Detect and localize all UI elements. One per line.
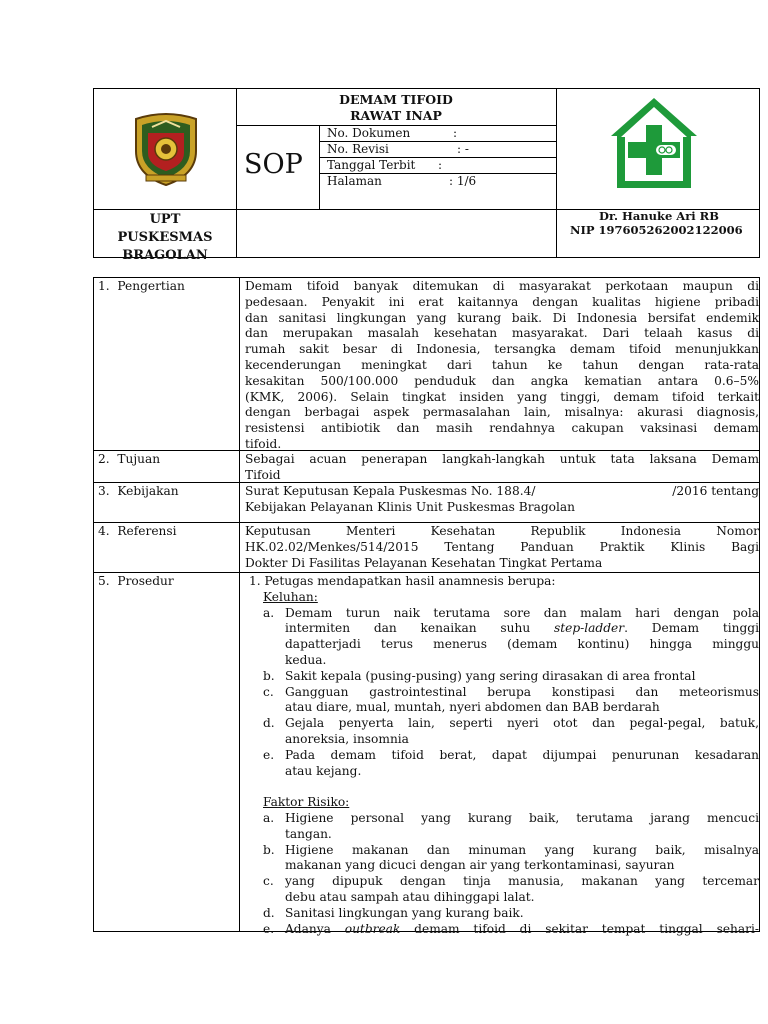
prosedur-text — [245, 574, 759, 937]
signer-name: Dr. Hanuke Ari RB — [599, 209, 719, 223]
field-no-revisi: No. Revisi : - — [327, 142, 469, 156]
field-no-dokumen: No. Dokumen : — [327, 126, 458, 140]
label-pengertian: 1. Pengertian — [98, 279, 185, 293]
prosedur-step-1: 1. Petugas mendapatkan hasil anamnesis berupa: — [249, 574, 556, 588]
list-item: e. Pada demam tifoid berat, dapat dijumpai penurunan kesadaran atau kejang. — [263, 747, 759, 778]
list-item: c. Gangguan gastrointestinal berupa konstipasi dan meteorismus atau diare, mual, muntah, nyeri abdomen dan BAB berdarah — [263, 684, 759, 715]
list-item: b. Sakit kepala (pusing-pusing) yang sering dirasakan di area frontal — [263, 668, 696, 683]
list-item: c. yang dipupuk dengan tinja manusia, makanan yang tercemar debu atau sampah atau dihinggapi lalat. — [263, 874, 759, 904]
org-name-line2: PUSKESMAS — [117, 230, 213, 245]
field-halaman: Halaman : 1/6 — [327, 174, 477, 188]
pengertian-text: Demam tifoid banyak ditemukan di masyarakat perkotaan maupun di pedesaan. Penyakit ini erat kaitannya dengan kualitas higiene pribadi dan sanitasi lingkungan yang kurang baik. Di Indonesia bersifat endemik dan merupakan masalah kesehatan masyarakat. Dari telaah kasus di rumah sakit besar di Indonesia, tersangka demam tifoid menunjukkan kecenderungan meningkat dari tahun ke tahun dengan rata-rata kesakitan 500/100.000 penduduk dan angka kematian antara 0.6–5% (KMK, 2006). Selain tingkat insiden yang tinggi, demam tifoid terkait dengan berbagai aspek permasalahan lain, misalnya: akurasi diagnosis, resistensi antibiotik dan masih rendahnya cakupan vaksinasi demam tifoid. — [245, 279, 759, 451]
sop-content-table — [93, 277, 760, 936]
sop-header-table — [93, 88, 760, 263]
keluhan-heading: Keluhan: — [263, 589, 318, 604]
field-tanggal-terbit: Tanggal Terbit : — [327, 158, 443, 172]
signer-nip: NIP 197605262002122006 — [570, 223, 743, 237]
list-item: d. Gejala penyerta lain, seperti nyeri otot dan pegal-pegal, batuk, anoreksia, insomnia — [263, 716, 759, 746]
list-item: a. Demam turun naik terutama sore dan malam hari dengan pola intermiten dan kenaikan suhu step-ladder. Demam tinggi dapatterjadi terus menerus (demam kontinu) hingga minggu kedua. — [263, 605, 759, 667]
sop-title-line1: DEMAM TIFOID — [339, 92, 453, 107]
list-item: e. Adanya outbreak demam tifoid di sekitar tempat tinggal sehari- — [263, 921, 759, 936]
label-prosedur: 5. Prosedur — [98, 574, 174, 588]
sop-title-line2: RAWAT INAP — [350, 108, 442, 123]
puskesmas-logo — [606, 95, 702, 191]
list-item: d. Sanitasi lingkungan yang kurang baik. — [263, 905, 524, 920]
referensi-text: Keputusan Menteri Kesehatan Republik Indonesia Nomor HK.02.02/Menkes/514/2015 Tentang Panduan Praktik Klinis Bagi Dokter Di Fasilitas Pelayanan Kesehatan Tingkat Pertama — [245, 524, 759, 570]
label-referensi: 4. Referensi — [98, 524, 177, 538]
faktor-risiko-heading: Faktor Risiko: — [263, 795, 350, 810]
regional-emblem-logo — [126, 109, 206, 189]
label-kebijakan: 3. Kebijakan — [98, 484, 179, 498]
org-name-line3: BRAGOLAN — [122, 248, 208, 263]
tujuan-text: Sebagai acuan penerapan langkah-langkah untuk tata laksana Demam Tifoid — [245, 452, 759, 482]
list-item: a. Higiene personal yang kurang baik, terutama jarang mencuci tangan. — [263, 810, 759, 841]
sop-label: SOP — [244, 149, 303, 180]
list-item: b. Higiene makanan dan minuman yang kurang baik, misalnya makanan yang dicuci dengan air yang terkontaminasi, sayuran — [263, 842, 759, 873]
org-name-line1: UPT — [149, 212, 181, 227]
kebijakan-text: Surat Keputusan Kepala Puskesmas No. 188.4/ /2016 tentang Kebijakan Pelayanan Klinis Unit Puskesmas Bragolan — [245, 484, 759, 514]
label-tujuan: 2. Tujuan — [98, 452, 161, 466]
